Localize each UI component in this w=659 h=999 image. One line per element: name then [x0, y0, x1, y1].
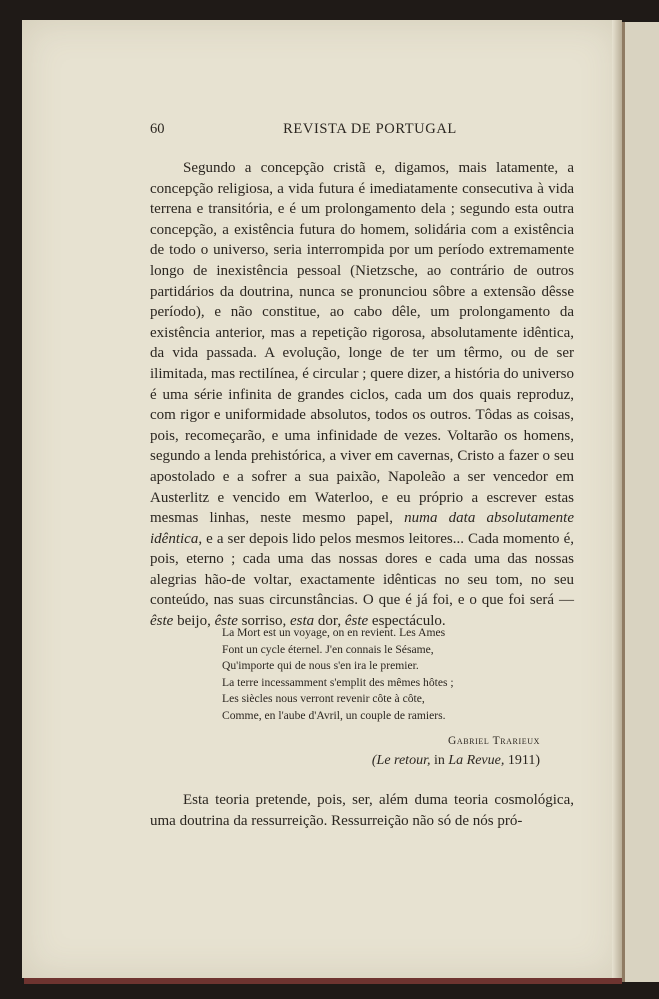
page-number: 60: [150, 121, 165, 137]
running-head: REVISTA DE PORTUGAL: [283, 121, 457, 137]
page-header: [150, 121, 574, 141]
italic-word: êste: [344, 613, 369, 630]
next-page-edge: [622, 22, 659, 982]
poem-line: Qu'importe qui de nous s'en ira le premier.: [222, 659, 419, 673]
poem-line: Les siècles nous verront revenir côte à côte,: [222, 692, 425, 706]
text-run: espectáculo.: [368, 613, 446, 630]
book-cover-edge: [24, 978, 622, 984]
text-run: , e a ser depois lido pelos mesmos leitores... Cada momento é, pois, eterno ; cada uma das nossas dores e cada uma das nossas alegrias hão-de voltar, exactamente idênticas no seu tom, no seu conteúdo, nas suas circunstâncias. O que é já foi, e o que foi será —: [150, 530, 574, 609]
paragraph-2: Esta teoria pretende, pois, ser, além duma teoria cosmológica, uma doutrina da ressurreição. Ressurreição não só de nós pró-: [150, 792, 574, 829]
page-gutter-shadow: [612, 20, 622, 978]
poem-quote: [222, 625, 552, 725]
italic-word: êste: [150, 613, 174, 630]
poem-line: Comme, en l'aube d'Avril, un couple de ramiers.: [222, 708, 446, 722]
text-run: dor,: [314, 613, 345, 630]
paragraph-1: [150, 158, 574, 632]
poem-line: Font un cycle éternel. J'en connais le Sésame,: [222, 642, 434, 656]
closing-paragraph: [150, 790, 574, 831]
text-run: Segundo a concepção cristã e, digamos, mais latamente, a concepção religiosa, a vida futura é imediatamente consecutiva à vida terrena e transitória, e é um prolongamento dela ; segundo esta outra concepção, a existência futura do homem, solidária com a existência de todo o universo, seria interrompida por um período extremamente longo de inexistência pessoal (Nietzsche, ao contrário de outros partidários da doutrina, nunca se pronunciou sôbre a extensão dêsse período), e não constitue, ao cabo dêle, um prolongamento da existência anterior, mas a repetição rigorosa, absolutamente idêntica, da vida passada. A evolução, longe de ter um têrmo, ou de ser ilimitada, mas rectilínea, é circular ; quere dizer, a história do universo é uma série infinita de grandes ciclos, cada um dos quais reproduz, com rigor e uniformidade absolutos, todos os outros. Tôdas as coisas, pois, recomeçarão, e uma infinidade de vezes. Voltarão os homens, segundo a lenda prehistórica, a viver em cavernas, Cristo a fazer o seu apostolado e a sofrer a sua paixão, Napoleão a ser vencedor em Austerlitz e vencido em Waterloo, e eu próprio a escrever estas mesmas linhas, neste mesmo papel,: [150, 160, 574, 527]
source-journal: La Revue,: [448, 753, 505, 768]
main-paragraph: [150, 158, 574, 632]
poem-line: La Mort est un voyage, on en revient. Les Ames: [222, 626, 446, 639]
poem-line: La terre incessamment s'emplit des mêmes hôtes ;: [222, 675, 454, 689]
source-work: Le retour,: [376, 753, 431, 768]
italic-word: esta: [290, 613, 315, 630]
poem-source: [300, 753, 540, 769]
italic-word: êste: [214, 613, 238, 630]
text-run: sorriso,: [237, 613, 290, 630]
source-paren: (: [371, 753, 377, 768]
poem-author: Gabriel Trarieux: [447, 735, 540, 747]
source-year: 1911): [504, 753, 540, 768]
text-run: beijo,: [173, 613, 215, 630]
italic-phrase: numa data absolutamente idêntica: [150, 510, 574, 547]
source-in: in: [430, 753, 449, 768]
